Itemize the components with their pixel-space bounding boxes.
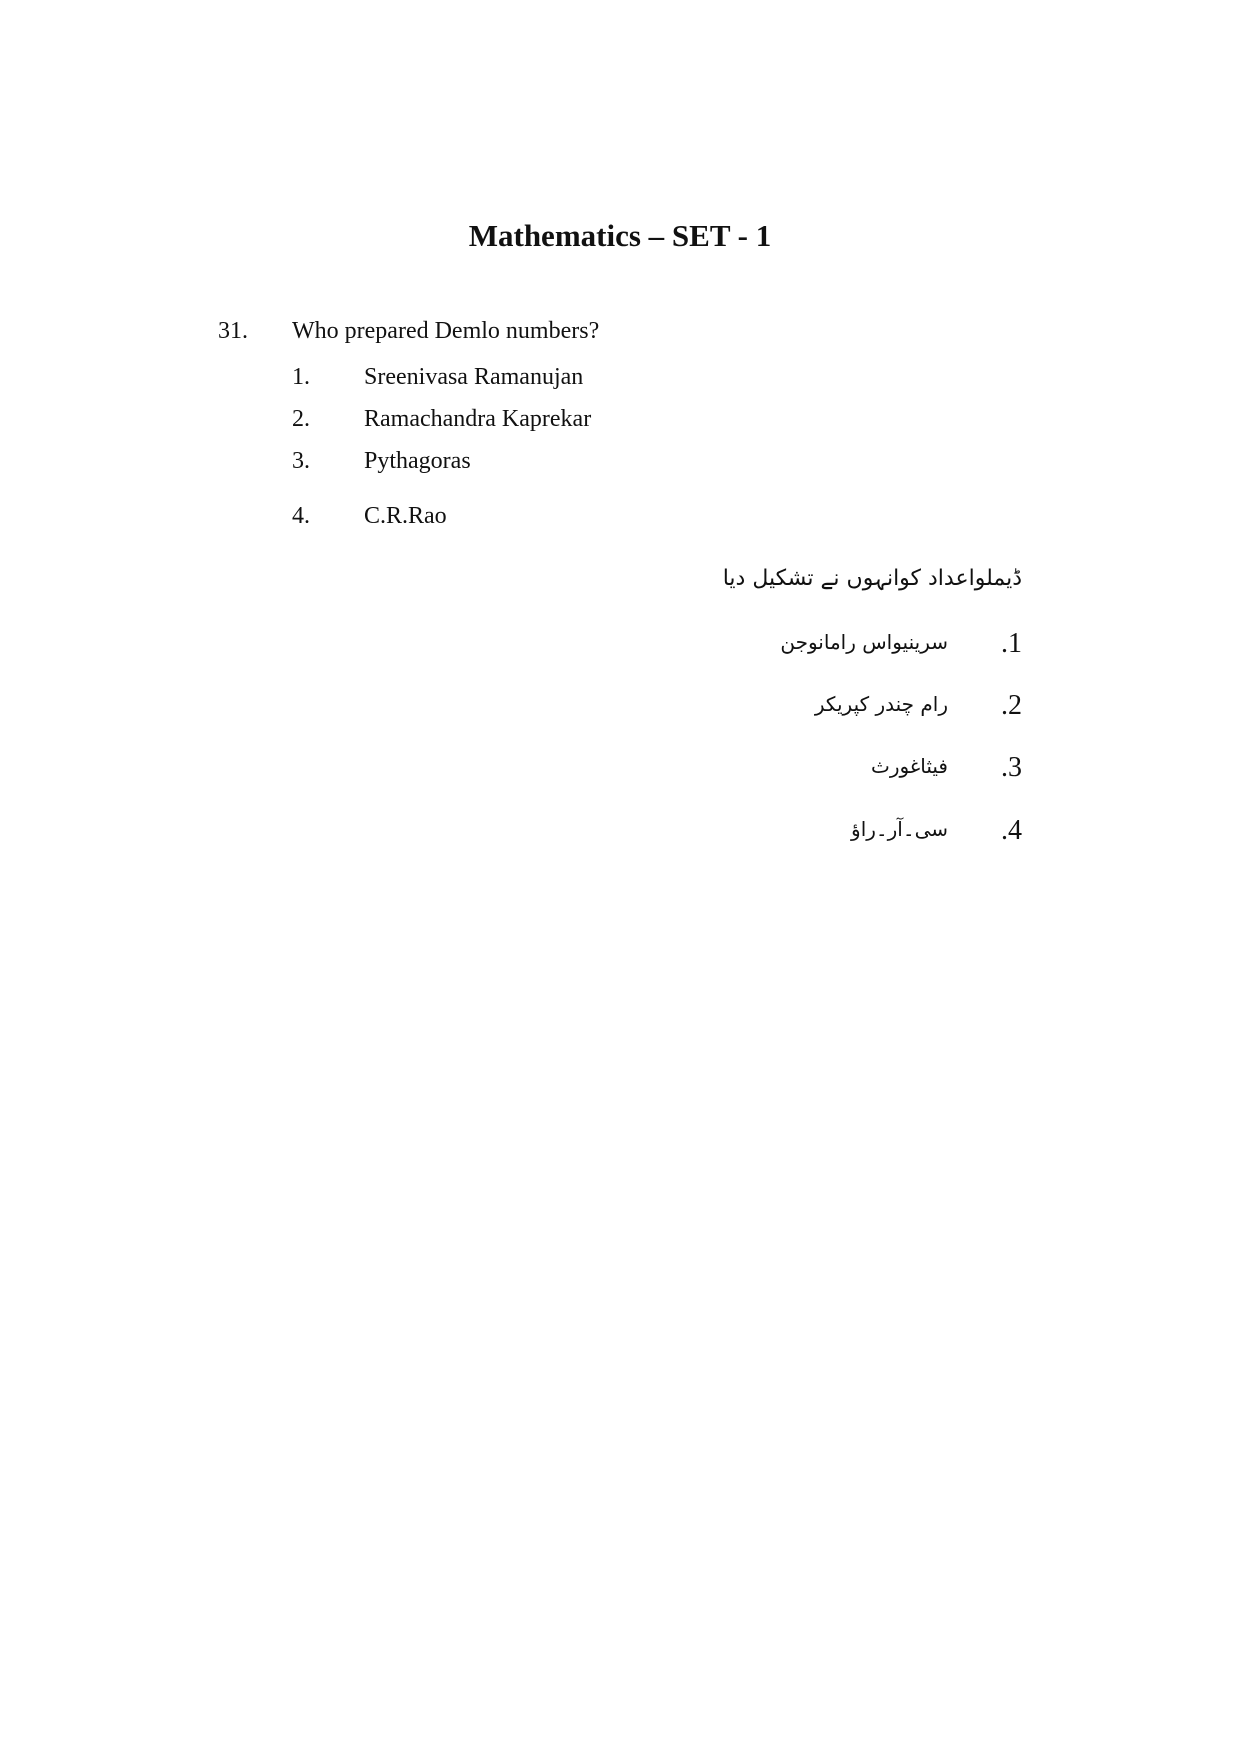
urdu-option-text: سرینیواس رامانوجن bbox=[780, 630, 948, 654]
question-text: Who prepared Demlo numbers? bbox=[292, 318, 600, 344]
option-number: 1. bbox=[292, 364, 310, 390]
option-number: 4. bbox=[292, 503, 310, 529]
urdu-option-2 bbox=[722, 690, 1022, 730]
option-text: Pythagoras bbox=[364, 448, 471, 474]
urdu-option-3 bbox=[722, 752, 1022, 792]
option-number: 3. bbox=[292, 448, 310, 474]
option-text: C.R.Rao bbox=[364, 503, 447, 529]
urdu-option-number: .1 bbox=[1001, 628, 1022, 659]
urdu-option-text: فیثاغورث bbox=[870, 754, 948, 778]
urdu-question-text: ڈیملواعداد کوانہوں نے تشکیل دیا bbox=[722, 566, 1022, 591]
urdu-option-text: سی۔آر۔راؤ bbox=[851, 817, 948, 841]
urdu-option-text: رام چندر کپریکر bbox=[814, 692, 948, 716]
question-number: 31. bbox=[218, 318, 248, 344]
option-number: 2. bbox=[292, 406, 310, 432]
urdu-option-1 bbox=[722, 628, 1022, 668]
urdu-option-number: .4 bbox=[1001, 815, 1022, 846]
option-text: Ramachandra Kaprekar bbox=[364, 406, 592, 432]
urdu-option-4 bbox=[722, 815, 1022, 855]
option-text: Sreenivasa Ramanujan bbox=[364, 364, 584, 390]
urdu-option-number: .3 bbox=[1001, 752, 1022, 783]
page-title: Mathematics – SET - 1 bbox=[468, 218, 772, 253]
urdu-option-number: .2 bbox=[1001, 690, 1022, 721]
